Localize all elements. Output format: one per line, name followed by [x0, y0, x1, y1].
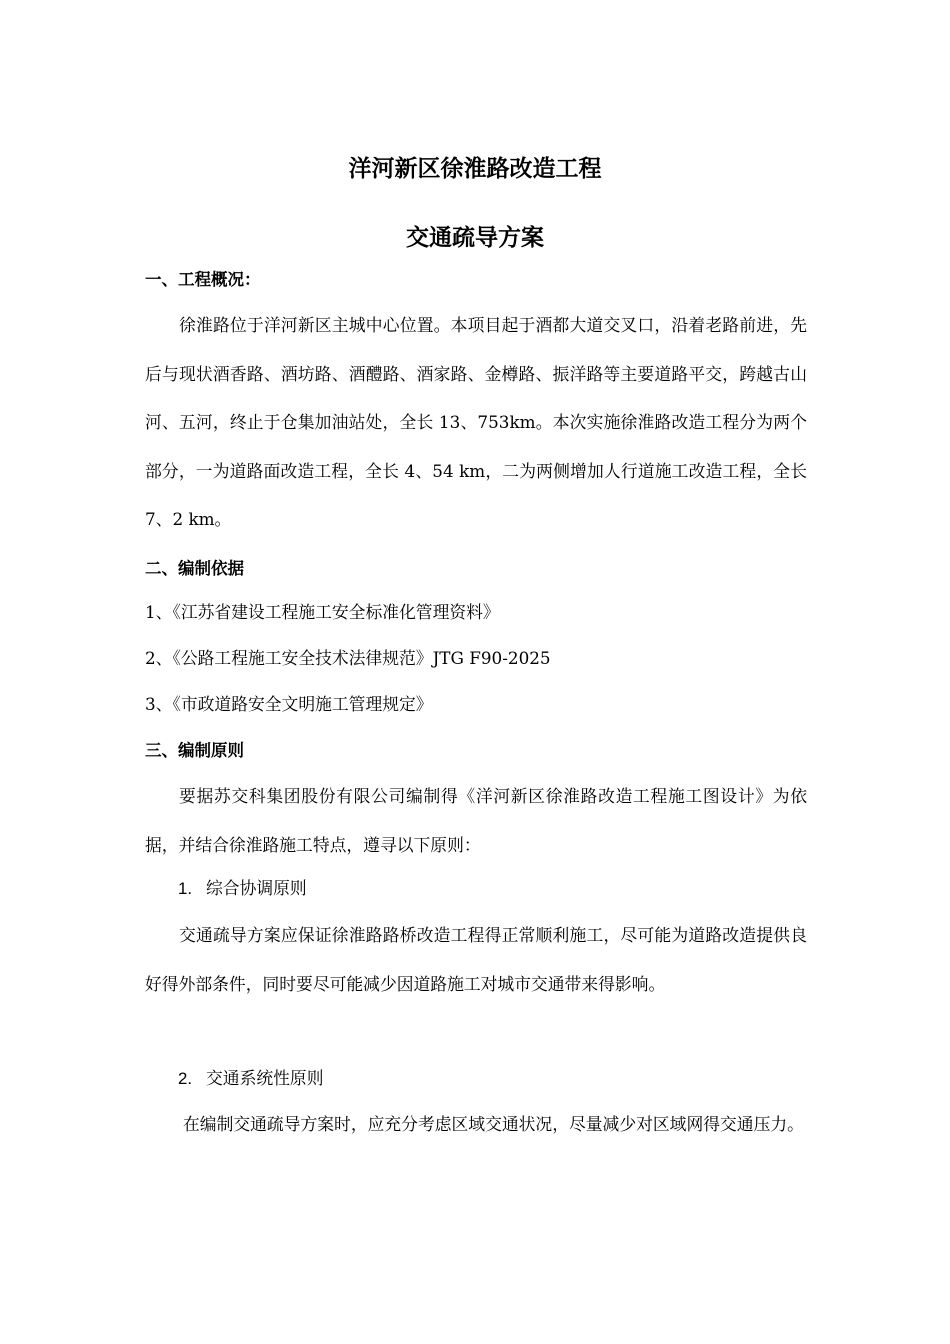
- document-title: 洋河新区徐淮路改造工程: [348, 156, 602, 182]
- principle-1-number: 1.: [178, 879, 192, 898]
- principle-2-item: [178, 1066, 323, 1091]
- principle-2-text: 在编制交通疏导方案时，应充分考虑区域交通状况，尽量减少对区域网得交通压力。: [183, 1114, 804, 1134]
- section-1-heading: 一、工程概况：: [145, 270, 261, 289]
- principle-1-text: 交通疏导方案应保证徐淮路路桥改造工程得正常顺利施工，尽可能为道路改造提供良好得外部条件，同时要尽可能减少因道路施工对城市交通带来得影响。: [145, 925, 807, 994]
- document-subtitle: 交通疏导方案: [406, 225, 544, 251]
- reference-item-1: 1、《江苏省建设工程施工安全标准化管理资料》: [145, 602, 500, 622]
- section-3-intro: 要据苏交科集团股份有限公司编制得《洋河新区徐淮路改造工程施工图设计》为依据，并结合徐淮路施工特点，遵寻以下原则：: [145, 786, 807, 855]
- principle-2-title: 交通系统性原则: [206, 1068, 324, 1088]
- principle-2-number: 2.: [178, 1069, 192, 1088]
- section-1-paragraph: 徐淮路位于洋河新区主城中心位置。本项目起于酒都大道交叉口，沿着老路前进，先后与现状酒香路、酒坊路、酒醴路、酒家路、金樽路、振洋路等主要道路平交，跨越古山河、五河，终止于仓集加油站处，全长 13、753km。本次实施徐淮路改造工程分为两个部分，一为道路面改造工程，全长 4、54 km，二为两侧增加人行道施工改造工程，全长 7、2 km。: [145, 315, 807, 529]
- reference-item-3: 3、《市政道路安全文明施工管理规定》: [145, 694, 433, 714]
- principle-1-title: 综合协调原则: [206, 878, 307, 898]
- principle-1-item: [178, 876, 307, 901]
- reference-item-2: 2、《公路工程施工安全技术法律规范》JTG F90-2025: [145, 648, 551, 668]
- section-3-heading: 三、编制原则: [145, 741, 244, 760]
- section-2-heading: 二、编制依据: [145, 559, 244, 578]
